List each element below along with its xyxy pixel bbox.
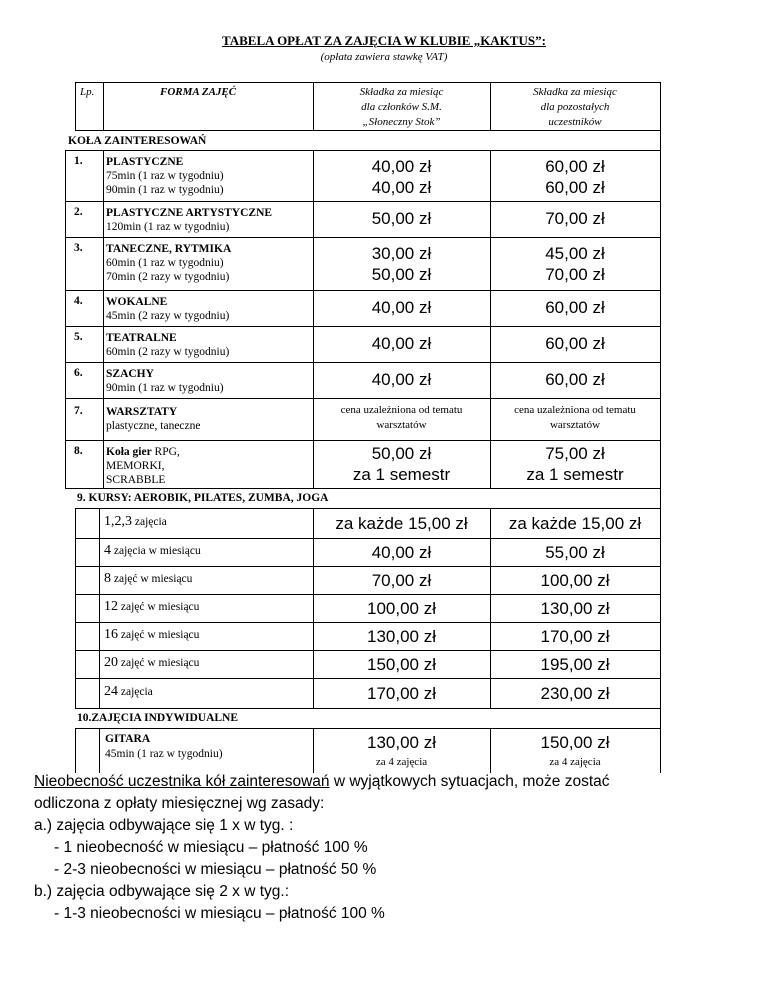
section-title-kursy: 9. KURSY: AEROBIK, PILATES, ZUMBA, JOGA	[77, 492, 329, 504]
notes-block: Nieobecność uczestnika kół zainteresowań w wyjątkowych sytuacjach, może zostać odliczona z opłaty miesięcznej wg zasady: a.) zajęcia odbywające się 1 x w tyg. : - 1 nieobecność w miesiącu – płatność 100 % - 2-3 nieobecności w miesiącu – płatność 50 % b.) zajęcia odbywające się 2 x w tyg.: - 1-3 nieobecności w miesiącu – płatność 100 %	[34, 773, 610, 922]
header-forma: FORMA ZAJĘĆ	[160, 86, 237, 98]
section-title-kola: KOŁA ZAINTERESOWAŃ	[68, 135, 207, 147]
header-col1: Składka za miesiąc dla członków S.M. „Słoneczny Stok”	[359, 86, 444, 128]
header-lp: Lp.	[80, 86, 95, 98]
page-title: TABELA OPŁAT ZA ZAJĘCIA W KLUBIE „KAKTUS”:	[222, 33, 546, 48]
header-col2: Składka za miesiąc dla pozostałych uczestników	[533, 86, 617, 128]
page-subtitle: (opłata zawiera stawkę VAT)	[320, 51, 448, 63]
section-title-indywidualne: 10.ZAJĘCIA INDYWIDUALNE	[77, 712, 239, 724]
